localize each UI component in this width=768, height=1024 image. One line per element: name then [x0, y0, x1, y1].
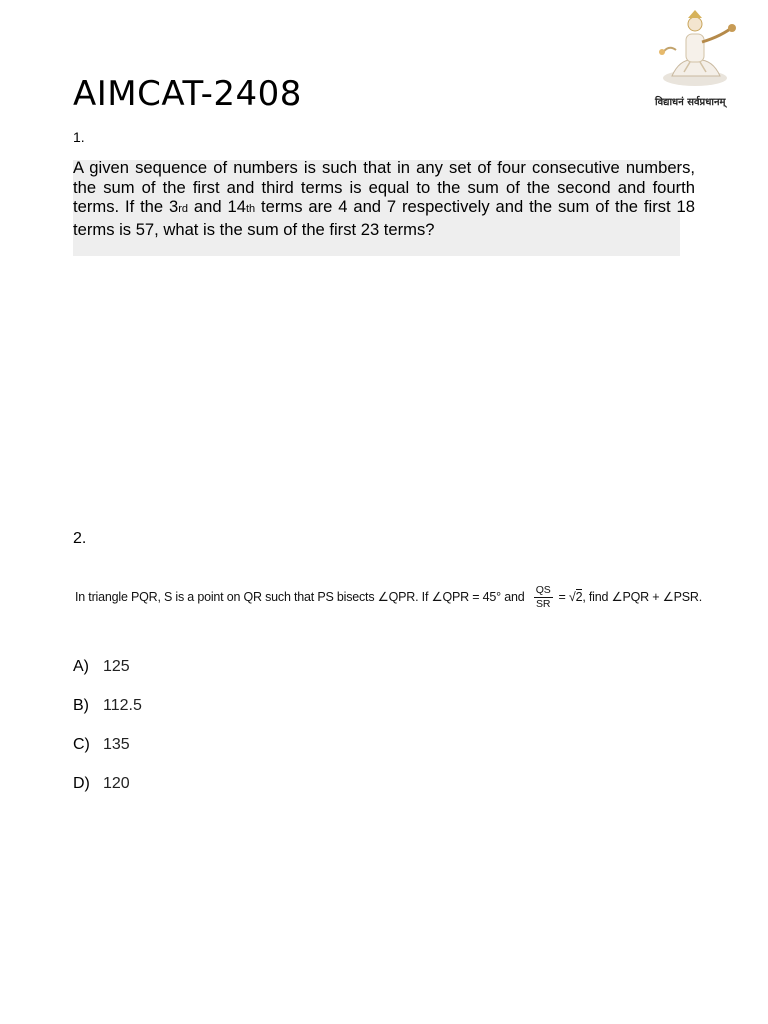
saraswati-deity-logo-icon: [650, 6, 740, 88]
option-a[interactable]: [73, 648, 142, 687]
option-c[interactable]: [73, 726, 142, 765]
page-title: AIMCAT-2408: [73, 74, 302, 114]
motto-text: विद्याधनं सर्वप्रधानम्: [655, 97, 726, 108]
option-value: 135: [103, 735, 130, 753]
ordinal-suffix-th: th: [245, 203, 256, 216]
answer-options: [73, 648, 142, 803]
question-1-text: [73, 158, 695, 239]
question-1-text-part1: A given sequence of numbers is such that in any set of four consecutive numbers, the sum of the first and third terms is equal to the sum of the second and fourth terms. If the 3: [73, 158, 695, 217]
option-letter: B): [73, 697, 89, 715]
option-b[interactable]: [73, 687, 142, 726]
fraction-numerator: QS: [535, 584, 551, 596]
question-2-text-part2: , find ∠PQR + ∠PSR.: [582, 589, 703, 604]
option-value: 125: [103, 658, 130, 676]
fraction-denominator: SR: [536, 598, 551, 610]
question-1-number: 1.: [73, 129, 85, 145]
option-value: 120: [103, 774, 130, 792]
question-2-text-part1: In triangle PQR, S is a point on QR such that PS bisects ∠QPR. If ∠QPR = 45° and: [75, 589, 525, 604]
question-2-number: 2.: [73, 530, 87, 547]
sqrt-radicand: 2: [575, 589, 583, 604]
option-letter: C): [73, 735, 90, 753]
option-letter: A): [73, 658, 89, 676]
option-d[interactable]: [73, 764, 142, 803]
ordinal-suffix-rd: rd: [178, 203, 189, 216]
equals-sqrt: = √: [558, 589, 576, 604]
question-1-text-part2: and 14: [188, 197, 246, 217]
option-letter: D): [73, 774, 90, 792]
ratio-fraction: [534, 584, 553, 611]
option-value: 112.5: [103, 697, 142, 715]
question-2-text: [75, 584, 705, 611]
question-1-text-part3: terms are 4 and 7 respectively and the sum of the first 18 terms is 57, what is the sum of the first 23 terms?: [73, 197, 695, 239]
